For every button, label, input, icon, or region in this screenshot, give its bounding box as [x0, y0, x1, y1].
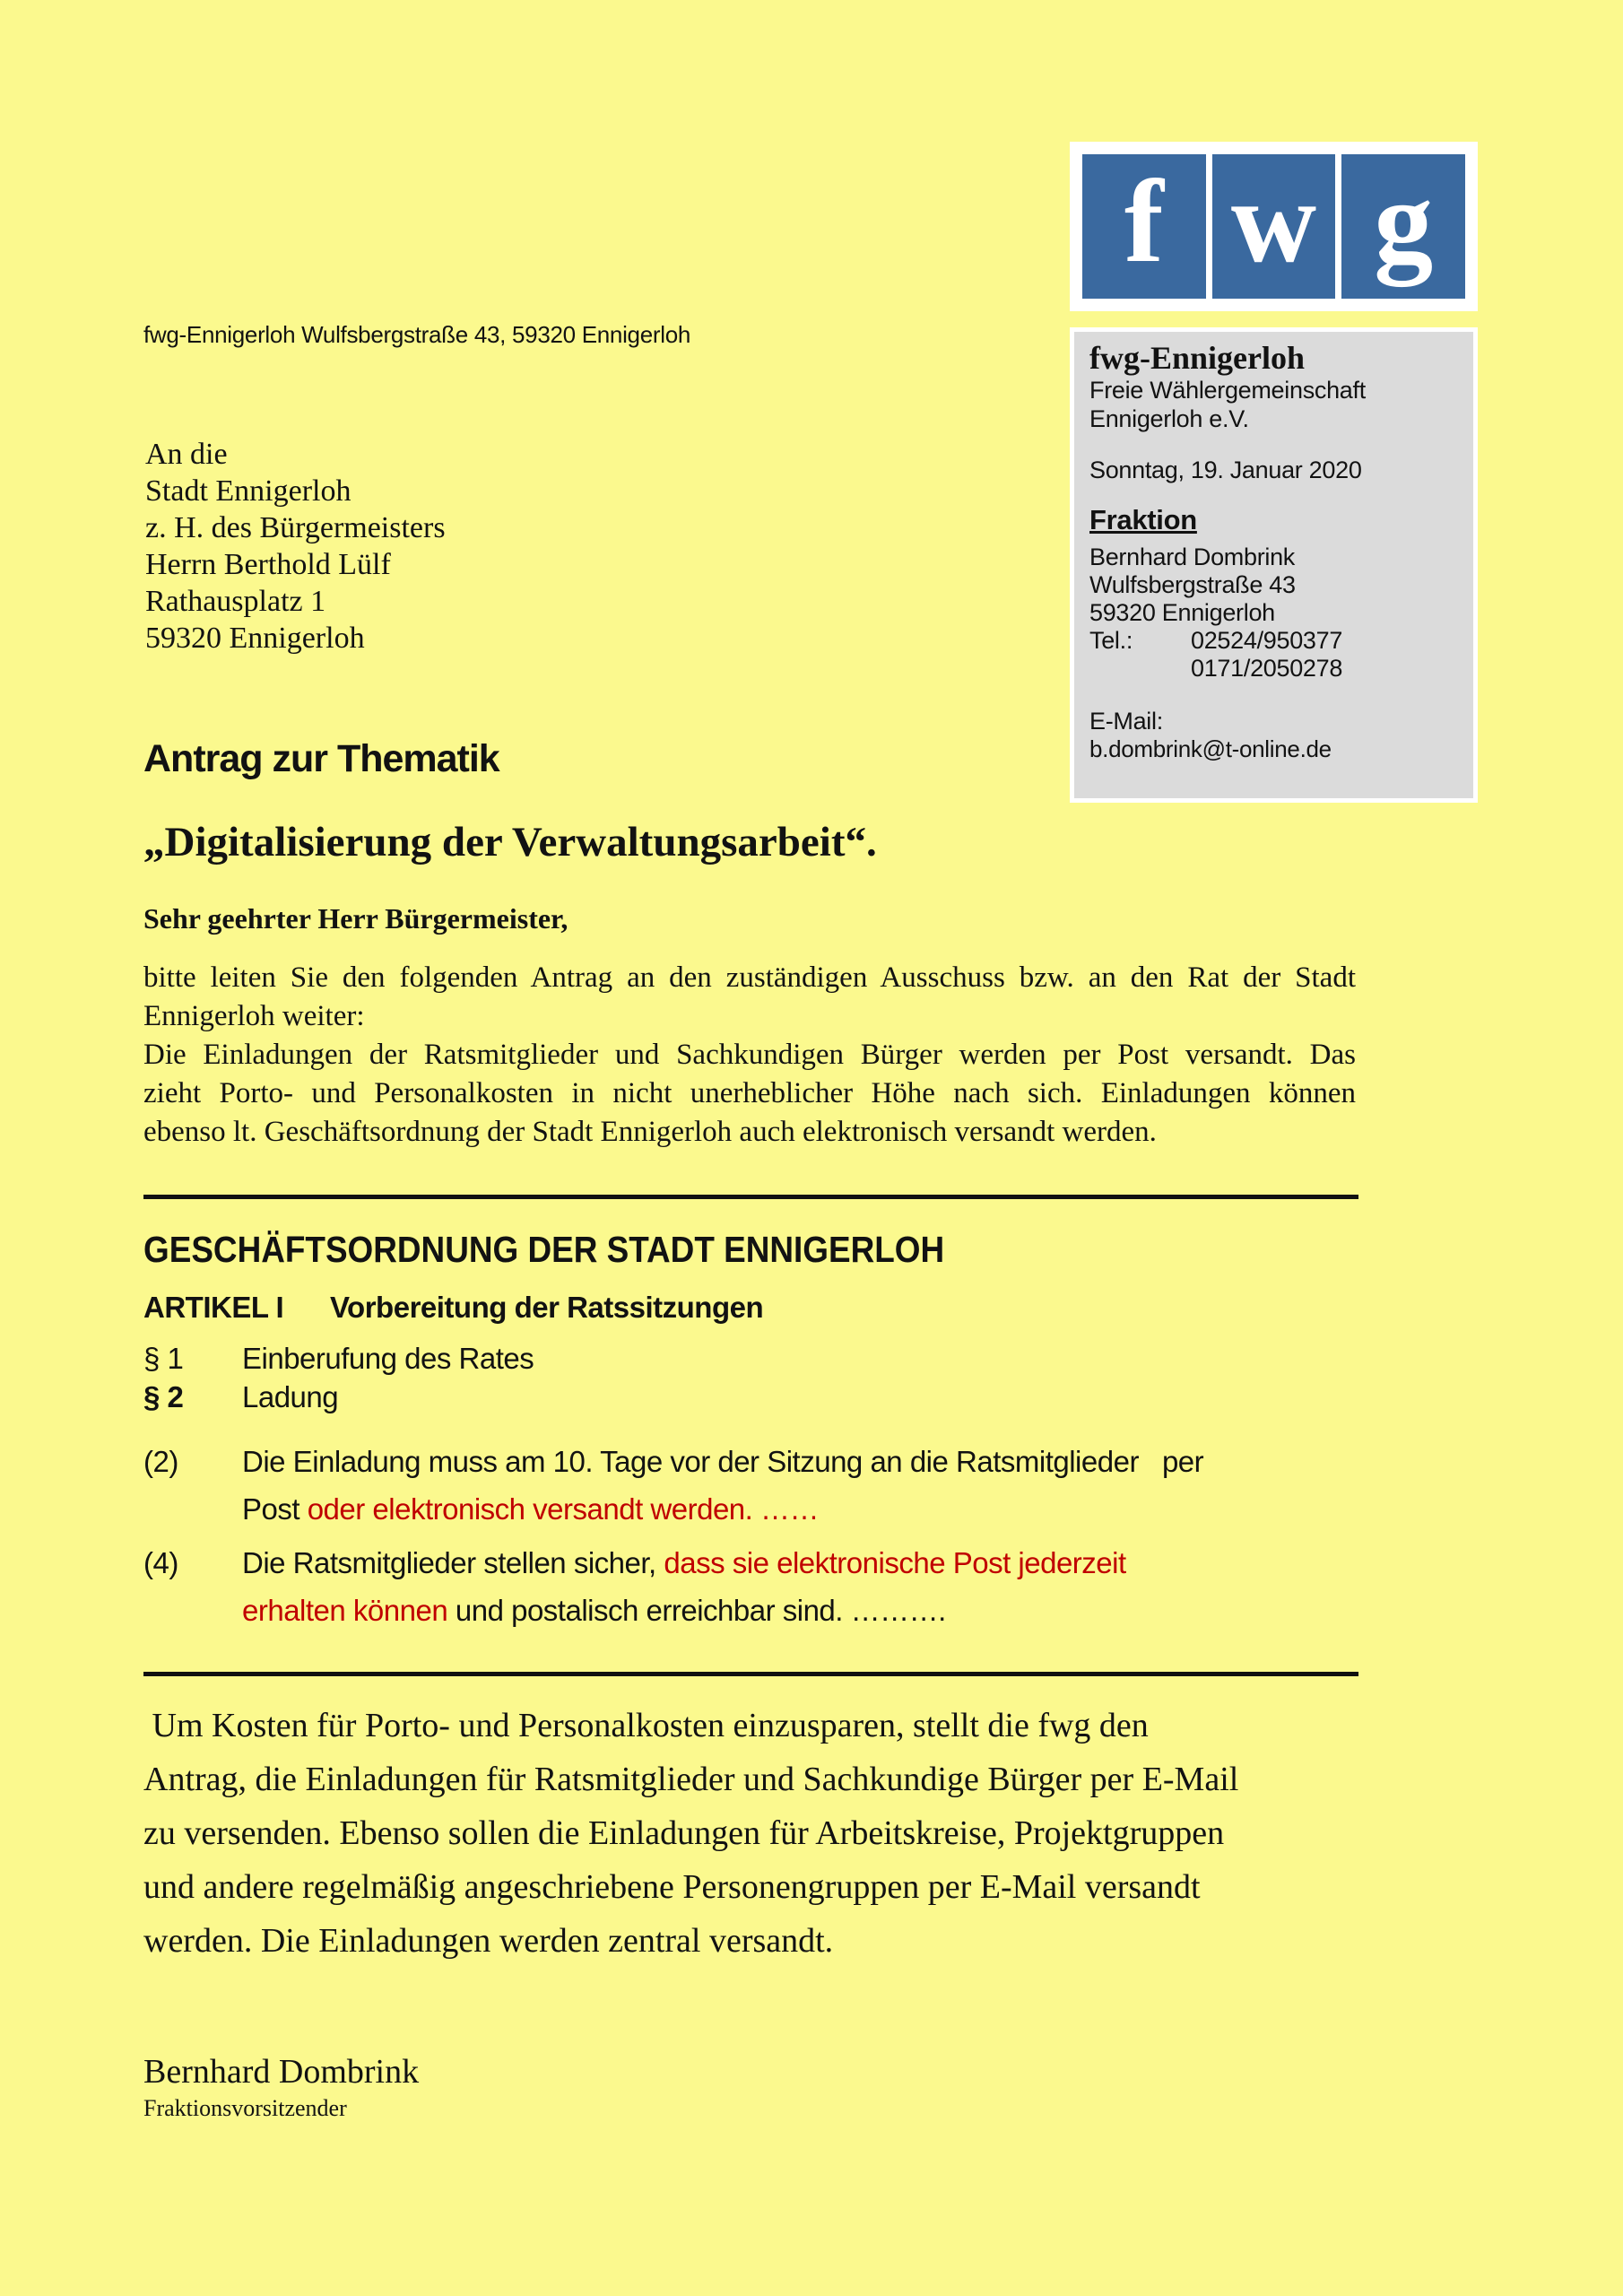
recipient-address	[145, 436, 446, 657]
closing-line: werden. Die Einladungen werden zentral versandt.	[143, 1922, 834, 1960]
artikel-title: Vorbereitung der Ratssitzungen	[330, 1291, 764, 1324]
recipient-line: 59320 Ennigerloh	[145, 622, 365, 655]
paragraph-1-line	[143, 1342, 534, 1376]
paragraph-2-label: § 2	[143, 1380, 184, 1413]
item-2-line	[242, 1485, 1399, 1533]
closing-line: zu versenden. Ebenso sollen die Einladungen für Arbeitskreise, Projektgruppen	[143, 1814, 1225, 1852]
logo-letter: w	[1230, 154, 1317, 287]
artikel-label: ARTIKEL I	[143, 1291, 284, 1324]
regulations-heading	[143, 1229, 1033, 1271]
divider-rule-bottom	[143, 1672, 1358, 1676]
body-line: ebenso lt. Geschäftsordnung der Stadt Ennigerloh auch elektronisch versandt werden.	[143, 1116, 1157, 1148]
infobox-email-label: E-Mail:	[1089, 708, 1163, 735]
logo-tile-g	[1341, 154, 1465, 299]
infobox-tel-number: 02524/950377	[1191, 627, 1343, 654]
logo-tile-f	[1082, 154, 1206, 299]
item-4-text-black: und postalisch erreichbar sind. ……….	[447, 1594, 946, 1627]
recipient-line: z. H. des Bürgermeisters	[145, 511, 446, 544]
recipient-line: Herrn Berthold Lülf	[145, 548, 391, 581]
recipient-line: Rathausplatz 1	[145, 585, 326, 618]
infobox-tel-number: 0171/2050278	[1191, 655, 1343, 682]
infobox-org-line: Ennigerloh e.V.	[1089, 405, 1249, 432]
letter-title: Antrag zur Thematik	[143, 737, 499, 780]
closing-line: und andere regelmäßig angeschriebene Personengruppen per E-Mail versandt	[143, 1868, 1201, 1906]
regulation-item-4	[143, 1539, 1399, 1634]
item-4-text-black: Die Ratsmitglieder stellen sicher,	[242, 1546, 664, 1579]
closing-line: Antrag, die Einladungen für Ratsmitglieder und Sachkundige Bürger per E-Mail	[143, 1761, 1239, 1798]
logo-letter: f	[1124, 154, 1164, 287]
paragraph-1-label: § 1	[143, 1342, 184, 1375]
body-line: Die Einladungen der Ratsmitglieder und Sachkundigen Bürger werden per Post versandt. Das	[143, 1039, 1356, 1071]
recipient-line: An die	[145, 438, 228, 471]
sender-return-address: fwg-Ennigerloh Wulfsbergstraße 43, 59320 Ennigerloh	[143, 321, 691, 348]
regulation-item-2	[143, 1438, 1399, 1533]
infobox-title: fwg-Ennigerloh	[1089, 340, 1306, 376]
logo-letter: g	[1374, 154, 1434, 287]
closing-line: Um Kosten für Porto- und Personalkosten einzusparen, stellt die fwg den	[143, 1707, 1149, 1744]
regulations-heading-text: GESCHÄFTSORDNUNG DER STADT ENNIGERLOH	[143, 1229, 945, 1270]
item-4-line	[242, 1539, 1399, 1587]
body-line: Ennigerloh weiter:	[143, 1000, 365, 1032]
item-2-text-black: Die Einladung muss am 10. Tage vor der Sitzung an die Ratsmitglieder per	[242, 1445, 1204, 1478]
infobox-contact-city: 59320 Ennigerloh	[1089, 599, 1275, 626]
item-4-number: (4)	[143, 1546, 178, 1579]
item-2-text-black: Post	[242, 1492, 308, 1526]
infobox-email-address: b.dombrink@t-online.de	[1089, 735, 1332, 762]
logo-tile-w	[1212, 154, 1336, 299]
sender-infobox	[1070, 327, 1478, 803]
closing-paragraph	[143, 1699, 1399, 1968]
recipient-line: Stadt Ennigerloh	[145, 474, 352, 508]
paragraph-2-line	[143, 1380, 338, 1414]
paragraph-2-title: Ladung	[242, 1380, 339, 1413]
letter-subject: „Digitalisierung der Verwaltungsarbeit“.	[143, 819, 877, 865]
item-2-line	[242, 1438, 1399, 1485]
signature-name: Bernhard Dombrink	[143, 2053, 420, 2091]
salutation: Sehr geehrter Herr Bürgermeister,	[143, 902, 568, 935]
infobox-contact-name: Bernhard Dombrink	[1089, 544, 1296, 570]
infobox-contact-street: Wulfsbergstraße 43	[1089, 571, 1296, 598]
infobox-fraktion-heading: Fraktion	[1089, 504, 1197, 535]
item-4-line	[242, 1587, 1399, 1634]
signature-role: Fraktionsvorsitzender	[143, 2095, 347, 2121]
body-line: zieht Porto- und Personalkosten in nicht unerheblicher Höhe nach sich. Einladungen können	[143, 1077, 1356, 1109]
paragraph-1-title: Einberufung des Rates	[242, 1342, 534, 1375]
item-4-text-red: erhalten können	[242, 1594, 448, 1627]
infobox-org-line: Freie Wählergemeinschaft	[1089, 377, 1366, 404]
intro-paragraph	[143, 959, 1356, 1152]
infobox-date: Sonntag, 19. Januar 2020	[1089, 457, 1362, 483]
body-line: bitte leiten Sie den folgenden Antrag an den zuständigen Ausschuss bzw. an den Rat der Stadt	[143, 961, 1356, 994]
infobox-tel-label: Tel.:	[1089, 627, 1133, 654]
artikel-line	[143, 1291, 763, 1325]
fwg-logo	[1070, 142, 1478, 311]
item-2-text-red: oder elektronisch versandt werden. ……	[307, 1492, 819, 1526]
item-4-text-red: dass sie elektronische Post jederzeit	[664, 1546, 1126, 1579]
item-2-number: (2)	[143, 1445, 178, 1478]
divider-rule-top	[143, 1195, 1358, 1199]
